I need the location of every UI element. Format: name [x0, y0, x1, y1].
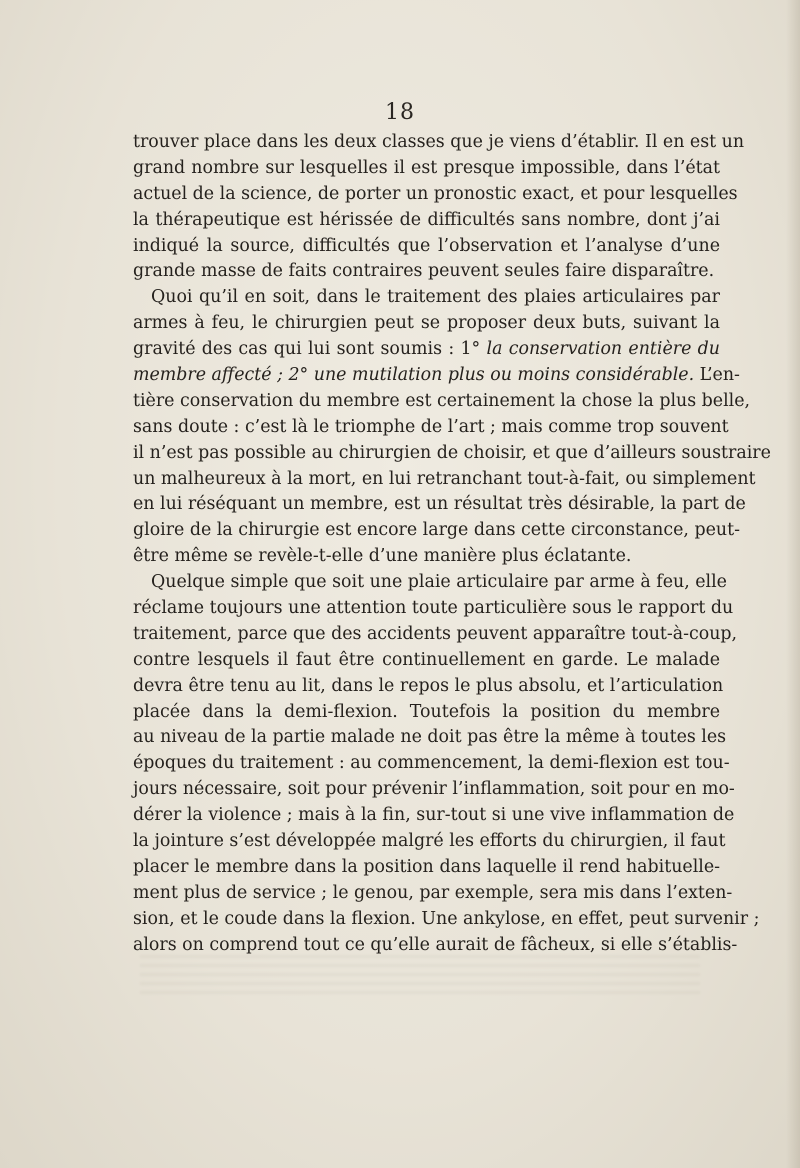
body-text	[133, 130, 771, 959]
text-line: la jointure s’est développée malgré les efforts du chirurgien, il faut	[133, 831, 726, 852]
page-edge-shadow	[786, 0, 800, 1168]
text-line: traitement, parce que des accidents peuvent apparaître tout-à-coup,	[133, 623, 738, 644]
text-line: sion, et le coude dans la flexion. Une ankylose, en effet, peut survenir ;	[133, 908, 760, 929]
text-line: Quelque simple que soit une plaie articulaire par arme à feu, elle	[151, 572, 727, 593]
text-line: grand nombre sur lesquelles il est presque impossible, dans l’état	[133, 157, 720, 178]
text-line: la thérapeutique est hérissée de difficultés sans nombre, dont j’ai	[133, 209, 720, 230]
text-line: gloire de la chirurgie est encore large dans cette circonstance, peut-	[133, 520, 740, 541]
text-line: armes à feu, le chirurgien peut se proposer deux buts, suivant la	[133, 313, 720, 334]
line-segment: gravité des cas qui lui sont soumis : 1°	[133, 339, 487, 360]
text-line: tière conservation du membre est certainement la chose la plus belle,	[133, 390, 751, 411]
text-line: réclame toujours une attention toute particulière sous le rapport du	[133, 598, 734, 619]
text-line: placer le membre dans la position dans laquelle il rend habituelle-	[133, 856, 720, 877]
text-line: indiqué la source, difficultés que l’observation et l’analyse d’une	[133, 235, 720, 256]
text-line: dérer la violence ; mais à la fin, sur-tout si une vive inflammation de	[133, 805, 735, 826]
page-number: 18	[385, 100, 415, 125]
text-line: grande masse de faits contraires peuvent seules faire disparaître.	[133, 261, 715, 282]
text-line: jours nécessaire, soit pour prévenir l’inflammation, soit pour en mo-	[133, 779, 735, 800]
text-line: au niveau de la partie malade ne doit pas être la même à toutes les	[133, 727, 727, 748]
text-line: actuel de la science, de porter un pronostic exact, et pour lesquelles	[133, 183, 738, 204]
line-segment: L’en-	[694, 365, 740, 386]
italic-phrase: la conservation entière du	[486, 339, 720, 360]
text-line: sans doute : c’est là le triomphe de l’art ; mais comme trop souvent	[133, 416, 729, 437]
text-line: alors on comprend tout ce qu’elle aurait de fâcheux, si elle s’établis-	[133, 934, 738, 955]
text-line: placée dans la demi-flexion. Toutefois la position du membre	[133, 701, 720, 722]
show-through-texture	[140, 955, 700, 995]
text-line: il n’est pas possible au chirurgien de choisir, et que d’ailleurs soustraire	[133, 442, 771, 463]
text-line: ment plus de service ; le genou, par exemple, sera mis dans l’exten-	[133, 882, 733, 903]
text-line	[133, 337, 720, 363]
text-line: trouver place dans les deux classes que je viens d’établir. Il en est un	[133, 132, 745, 152]
text-line: contre lesquels il faut être continuellement en garde. Le malade	[133, 649, 720, 670]
text-line: devra être tenu au lit, dans le repos le plus absolu, et l’articulation	[133, 675, 724, 696]
text-line: un malheureux à la mort, en lui retranchant tout-à-fait, ou simplement	[133, 468, 756, 489]
text-line: Quoi qu’il en soit, dans le traitement des plaies articulaires par	[151, 287, 720, 308]
text-line: être même se revèle-t-elle d’une manière plus éclatante.	[133, 546, 632, 567]
text-line: en lui réséquant un membre, est un résultat très désirable, la part de	[133, 494, 746, 515]
italic-phrase: membre affecté ; 2° une mutilation plus ou moins considérable.	[133, 365, 695, 386]
text-line: époques du traitement : au commencement, la demi-flexion est tou-	[133, 753, 730, 774]
text-line	[133, 363, 740, 389]
